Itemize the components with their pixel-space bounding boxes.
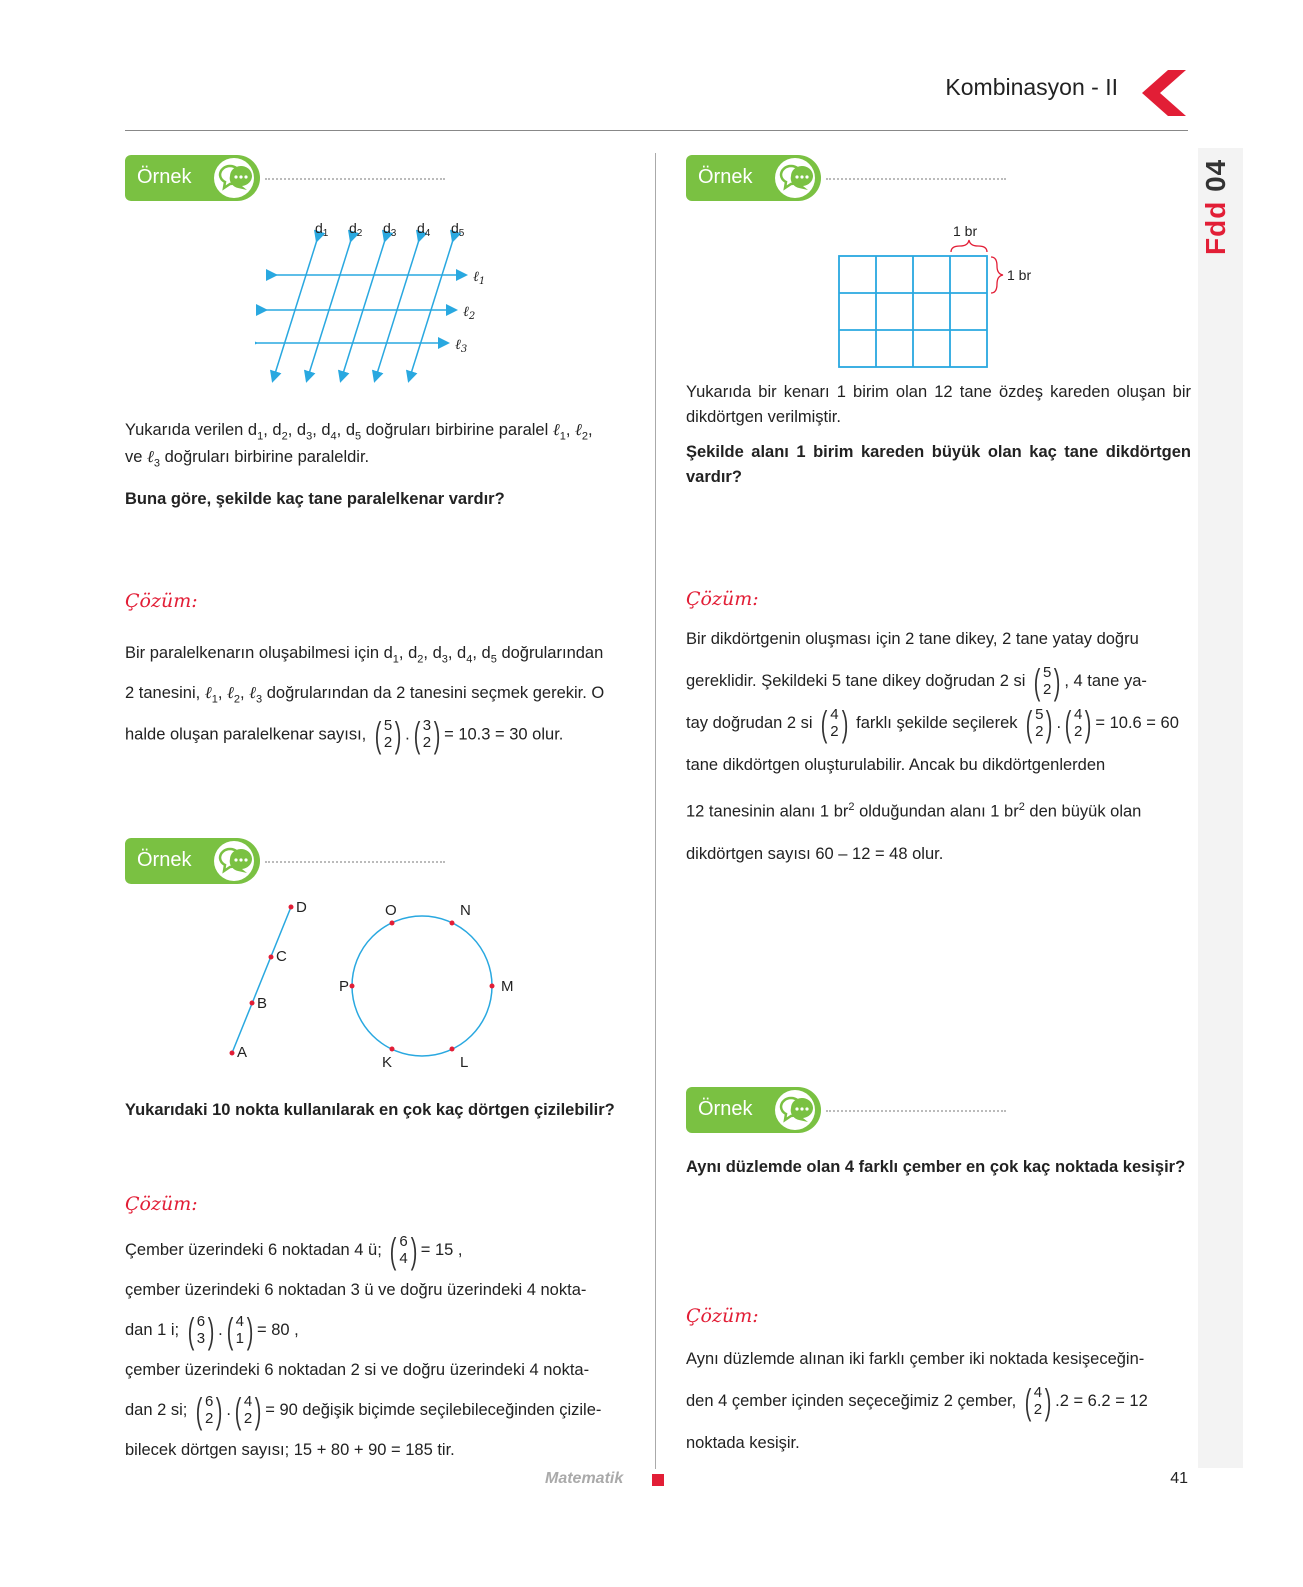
side-tab-number: 04 — [1200, 158, 1231, 192]
label-d5: $d_5$ — [451, 220, 465, 239]
binomial-5-2: ( 5 2 ) — [1033, 660, 1061, 702]
ex3-sup-a: 2 — [848, 801, 855, 813]
speech-bubbles-icon — [216, 161, 252, 195]
ex3-question: Yukarıda bir kenarı 1 birim olan 12 tane özdeş kareden oluşan bir dikdörtgen verilmiştir. — [686, 383, 1191, 426]
column-divider — [655, 153, 656, 1469]
ex1-question-bold: Buna göre, şekilde kaç tane paralelkenar vardır? — [125, 490, 505, 508]
ex2-s4: çember üzerindeki 6 noktadan 2 si ve doğru üzerindeki 4 nokta- — [125, 1361, 590, 1379]
header-rule — [125, 130, 1188, 131]
chapter-chevron-icon — [1140, 70, 1186, 116]
ex3-s3-eq: = 10.6 = 60 — [1095, 714, 1179, 732]
label-d4: $d_4$ — [417, 220, 431, 239]
label-l3: ℓ$_3$ — [455, 337, 468, 355]
point-label-C: C — [276, 948, 287, 965]
ex3-s5a: 12 tanesinin alanı 1 br — [686, 802, 849, 821]
binomial-4-2: ( 4 2 ) — [1064, 702, 1092, 744]
example-label: Örnek — [698, 1098, 753, 1120]
ex3-sup-b: 2 — [1018, 801, 1025, 813]
label-l1: ℓ$_1$ — [473, 269, 486, 287]
binomial-4-2: ( 4 2 ) — [820, 702, 848, 744]
ex2-s2: çember üzerindeki 6 noktadan 3 ü ve doğru üzerindeki 4 nokta- — [125, 1281, 587, 1299]
side-tab-label — [1200, 150, 1240, 255]
ex2-s1-eq: = 15 , — [420, 1241, 463, 1259]
point-label-B: B — [257, 995, 268, 1012]
ex1-s-a: Bir paralelkenarın oluşabilmesi için d — [125, 644, 393, 662]
ex3-s1: Bir dikdörtgenin oluşması için 2 tane dikey, 2 tane yatay doğru — [686, 630, 1139, 648]
ex3-s2b: , 4 tane ya- — [1064, 672, 1147, 690]
ex2-s5-eq: = 90 değişik biçimde seçilebileceğinden çizile- — [265, 1401, 602, 1419]
ex4-s3: noktada kesişir. — [686, 1434, 800, 1452]
ex2-s3: dan 1 i; — [125, 1321, 180, 1339]
chapter-title: Kombinasyon - II — [945, 74, 1118, 100]
ex3-s4: tane dikdörtgen oluşturulabilir. Ancak bu dikdörtgenlerden — [686, 756, 1106, 774]
binomial-5-2: ( 5 2 ) — [374, 713, 402, 755]
point-label-K: K — [382, 1054, 393, 1071]
label-right-unit: 1 br — [1007, 267, 1032, 283]
ex1-s-eq: = 10.3 = 30 olur. — [444, 724, 564, 743]
ex2-solution-label: Çözüm: — [125, 1193, 198, 1215]
ex2-s3-eq: = 80 , — [257, 1321, 299, 1339]
point-label-N: N — [460, 902, 471, 919]
side-tab-brand: Fdd — [1200, 200, 1231, 255]
ex4-s1: Aynı düzlemde alınan iki farklı çember iki noktada kesişeceğin- — [686, 1350, 1145, 1368]
ex3-solution: Bir dikdörtgenin oluşması için 2 tane dikey, 2 tane yatay doğru gereklidir. Şekildeki 5 tane dikey doğrudan 2 si ( 5 2 ) , 4 tane ya- tay doğrudan 2 si ( 4 2 ) farklı şekilde seçilerek ( 5 2 ) . ( 4 2 ) = 10.6 = 60 tane dikdörtgen oluşturulabilir. Ancak bu dikdörtgenlerden 12 tanesinin alanı 1 $br^2$ olduğundan alanı 1 $br^2$ den büyük olan dikdörtgen sayısı 60 – 12 = 48 olur. — [686, 630, 1179, 863]
point-label-L: L — [460, 1054, 469, 1071]
ex3-question-bold: Şekilde alanı 1 birim kareden büyük olan kaç tane dikdörtgen vardır? — [686, 443, 1191, 486]
ex1-solution-label: Çözüm: — [125, 590, 198, 612]
footer-square-icon — [652, 1474, 664, 1486]
ex3-s3b: farklı şekilde seçilerek — [856, 714, 1018, 732]
speech-bubbles-icon — [777, 161, 813, 195]
example-label: Örnek — [137, 849, 192, 871]
ex3-solution-label: Çözüm: — [686, 588, 759, 610]
grid-rectangle-figure — [835, 218, 1055, 373]
footer-subject: Matematik — [545, 1470, 624, 1487]
ex4-solution-label: Çözüm: — [686, 1305, 759, 1327]
ex1-question: Yukarıda verilen $d_1$, $d_2$, $d_3$, $d_4$, $d_5$ doğruları birbirine paralel ℓ$_1$, ℓ$_2$, ve ℓ$_3$ doğruları birbirine paraleldir. — [125, 420, 593, 470]
example-label: Örnek — [137, 166, 192, 188]
ex4-question-bold: Aynı düzlemde olan 4 farklı çember en çok kaç noktada kesişir? — [686, 1158, 1186, 1176]
ex3-s6: dikdörtgen sayısı 60 – 12 = 48 olur. — [686, 844, 944, 863]
ex1-q-b: doğruları birbirine paralel — [361, 421, 553, 439]
ex2-s5: dan 2 si; — [125, 1401, 188, 1419]
point-label-O: O — [385, 902, 397, 919]
ex2-s1: Çember üzerindeki 6 noktadan 4 ü; — [125, 1241, 382, 1259]
ex3-s3a: tay doğrudan 2 si — [686, 714, 813, 732]
ex1-solution: Bir paralelkenarın oluşabilmesi için $d_1$, $d_2$, $d_3$, $d_4$, $d_5$ doğrularından 2 tanesini, ℓ$_1$, ℓ$_2$, ℓ$_3$ doğrularından da 2 tanesini seçmek gerekir. O halde oluşan paralelkenar sayısı, ( 5 2 ) . ( 3 2 ) = 10.3 = 30 olur. — [125, 644, 605, 755]
ex1-q-d: doğruları birbirine paraleldir. — [160, 447, 370, 466]
ex2-question-bold: Yukarıdaki 10 nokta kullanılarak en çok kaç dörtgen çizilebilir? — [125, 1101, 615, 1119]
ex1-q-a: Yukarıda verilen d — [125, 421, 258, 439]
ex4-s2a: den 4 çember içinden seçeceğimiz 2 çember, — [686, 1392, 1017, 1410]
point-label-P: P — [339, 978, 350, 995]
ex1-q-c: ve — [125, 447, 148, 466]
ex1-s-e: halde oluşan paralelkenar sayısı, — [125, 724, 367, 743]
label-l2: ℓ$_2$ — [463, 304, 476, 322]
binomial-5-2: ( 5 2 ) — [1025, 702, 1053, 744]
binomial-6-3: ( 6 3 ) — [187, 1309, 215, 1351]
binomial-4-2: ( 4 2 ) — [234, 1389, 262, 1431]
label-d2: $d_2$ — [349, 220, 363, 239]
label-d1: $d_1$ — [315, 220, 329, 239]
ex1-s-c: 2 tanesini, — [125, 684, 205, 703]
ex1-s-d: doğrularından da 2 tanesini seçmek gerekir. O — [262, 684, 605, 703]
speech-bubbles-icon — [216, 844, 252, 878]
binomial-6-2: ( 6 2 ) — [195, 1389, 223, 1431]
ex4-solution — [686, 1338, 1191, 1464]
ex1-s-b: doğrularından — [496, 644, 604, 662]
ex3-s5c: den büyük olan — [1024, 802, 1142, 821]
ex2-solution: Çember üzerindeki 6 noktadan 4 ü; ( 6 4 ) = 15 , çember üzerindeki 6 noktadan 3 ü ve doğru üzerindeki 4 nokta- dan 1 i; ( 6 3 ) . ( 4 1 ) = 80 , çember üzerindeki 6 noktadan 2 si ve doğru üzerindeki 4 nokta- dan 2 si; ( 6 2 ) . ( 4 2 ) = 90 değişik biçimde seçilebileceğinden çizile- bilecek dörtgen sayısı; 15 + 80 + 90 = 185 tir. — [125, 1229, 602, 1459]
binomial-3-2: ( 3 2 ) — [413, 713, 441, 755]
side-tab — [1198, 148, 1243, 1468]
point-label-D: D — [296, 899, 307, 916]
binomial-6-4: ( 6 4 ) — [390, 1229, 418, 1271]
example-label: Örnek — [698, 166, 753, 188]
label-d3: $d_3$ — [383, 220, 397, 239]
label-top-unit: 1 br — [953, 223, 978, 239]
point-label-M: M — [501, 978, 514, 995]
speech-bubbles-icon — [777, 1093, 813, 1127]
ex2-s6: bilecek dörtgen sayısı; 15 + 80 + 90 = 185 tir. — [125, 1441, 455, 1459]
binomial-4-1: ( 4 1 ) — [226, 1309, 254, 1351]
page-number: 41 — [1170, 1470, 1188, 1487]
points-figure — [220, 895, 540, 1080]
binomial-4-2: ( 4 2 ) — [1024, 1380, 1052, 1422]
ex3-s2a: gereklidir. Şekildeki 5 tane dikey doğrudan 2 si — [686, 672, 1026, 690]
parallel-lines-figure — [255, 215, 515, 395]
ex4-s2-eq: .2 = 6.2 = 12 — [1055, 1392, 1148, 1410]
ex3-s5b: olduğundan alanı 1 br — [854, 802, 1019, 821]
point-label-A: A — [237, 1044, 248, 1061]
